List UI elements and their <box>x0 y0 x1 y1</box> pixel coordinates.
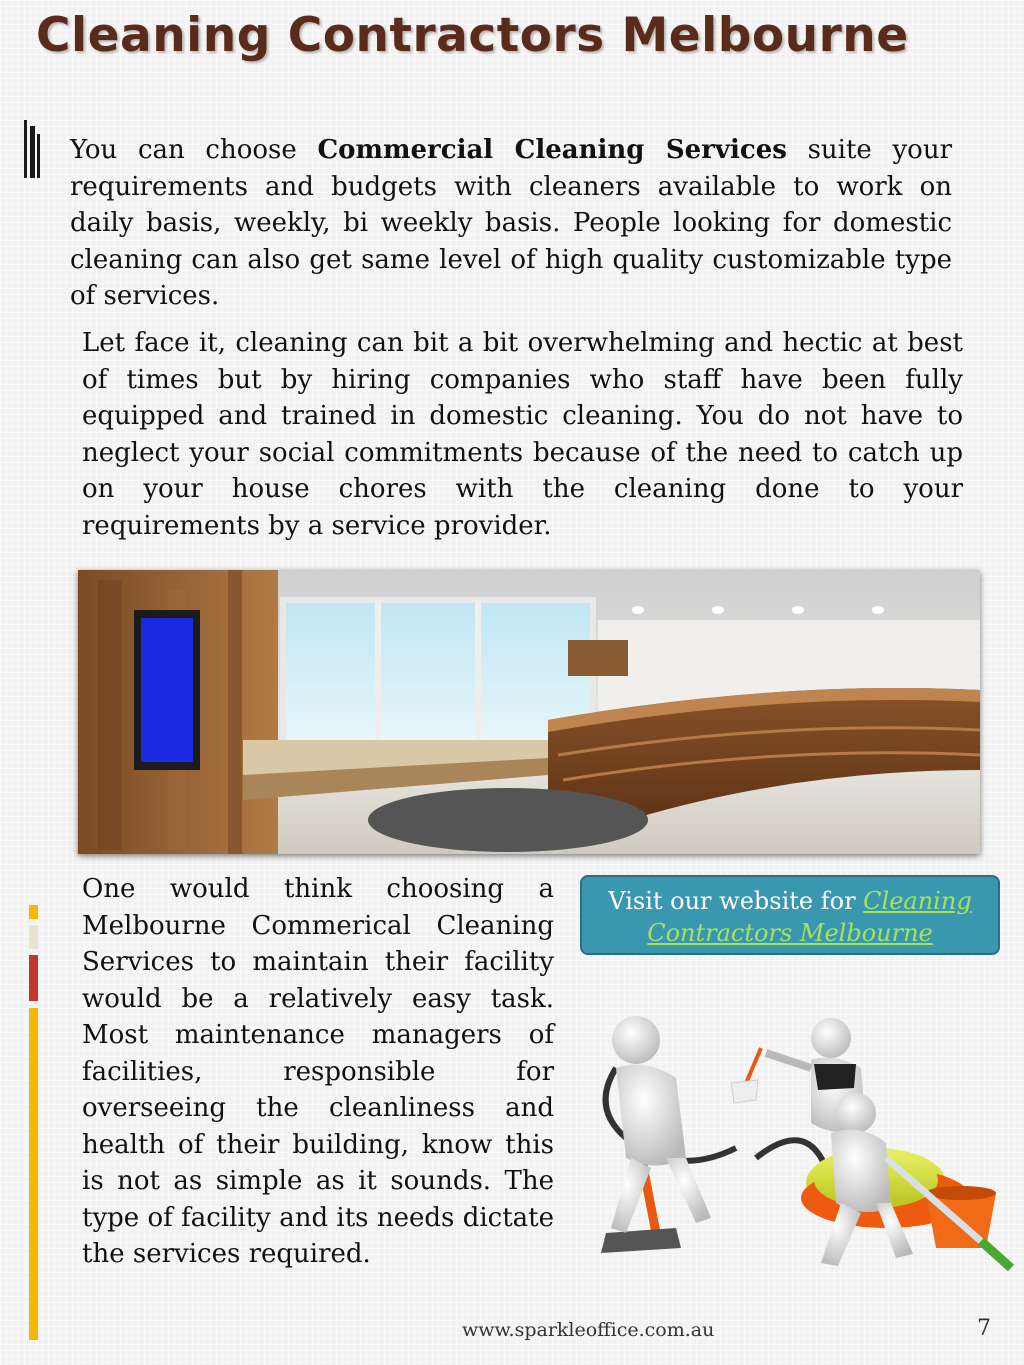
second-paragraph: Let face it, cleaning can bit a bit overwhelming and hectic at best of times but by hiring companies who staff have been fully equipped and trained in domestic cleaning. You do not have to neglect your social commitments because of the need to catch up on your house chores with the cleaning done to your requirements by a service provider. <box>82 328 963 541</box>
commercial-cleaning-services-bold: Commercial Cleaning Services <box>317 135 787 165</box>
decorative-bars <box>22 120 42 180</box>
third-paragraph: One would think choosing a Melbourne Commerical Cleaning Services to maintain their facility would be a relatively easy task. Most maintenance managers of facilities, responsible for overseeing the cleanliness and health of their building, know this is not as simple as it sounds. The type of facility and its needs dictate the services required. <box>82 874 554 1269</box>
page-number: 7 <box>977 1316 991 1341</box>
website-callout-box <box>580 875 1000 955</box>
callout-text: Visit our website for <box>608 887 864 915</box>
intro-paragraph: You can choose Commercial Cleaning Services suite your requirements and budgets with cleaners available to work on daily basis, weekly, bi weekly basis. People looking for domestic cleaning can also get same level of high quality customizable type of services. <box>70 135 952 311</box>
page-title: Cleaning Contractors Melbourne <box>36 8 909 63</box>
cleaning-contractors-link[interactable]: Cleaning Contractors Melbourne <box>647 887 972 947</box>
footer-url: www.sparkleoffice.com.au <box>462 1319 715 1341</box>
office-reception-photo <box>78 570 980 854</box>
cleaners-illustration <box>586 1008 1018 1276</box>
